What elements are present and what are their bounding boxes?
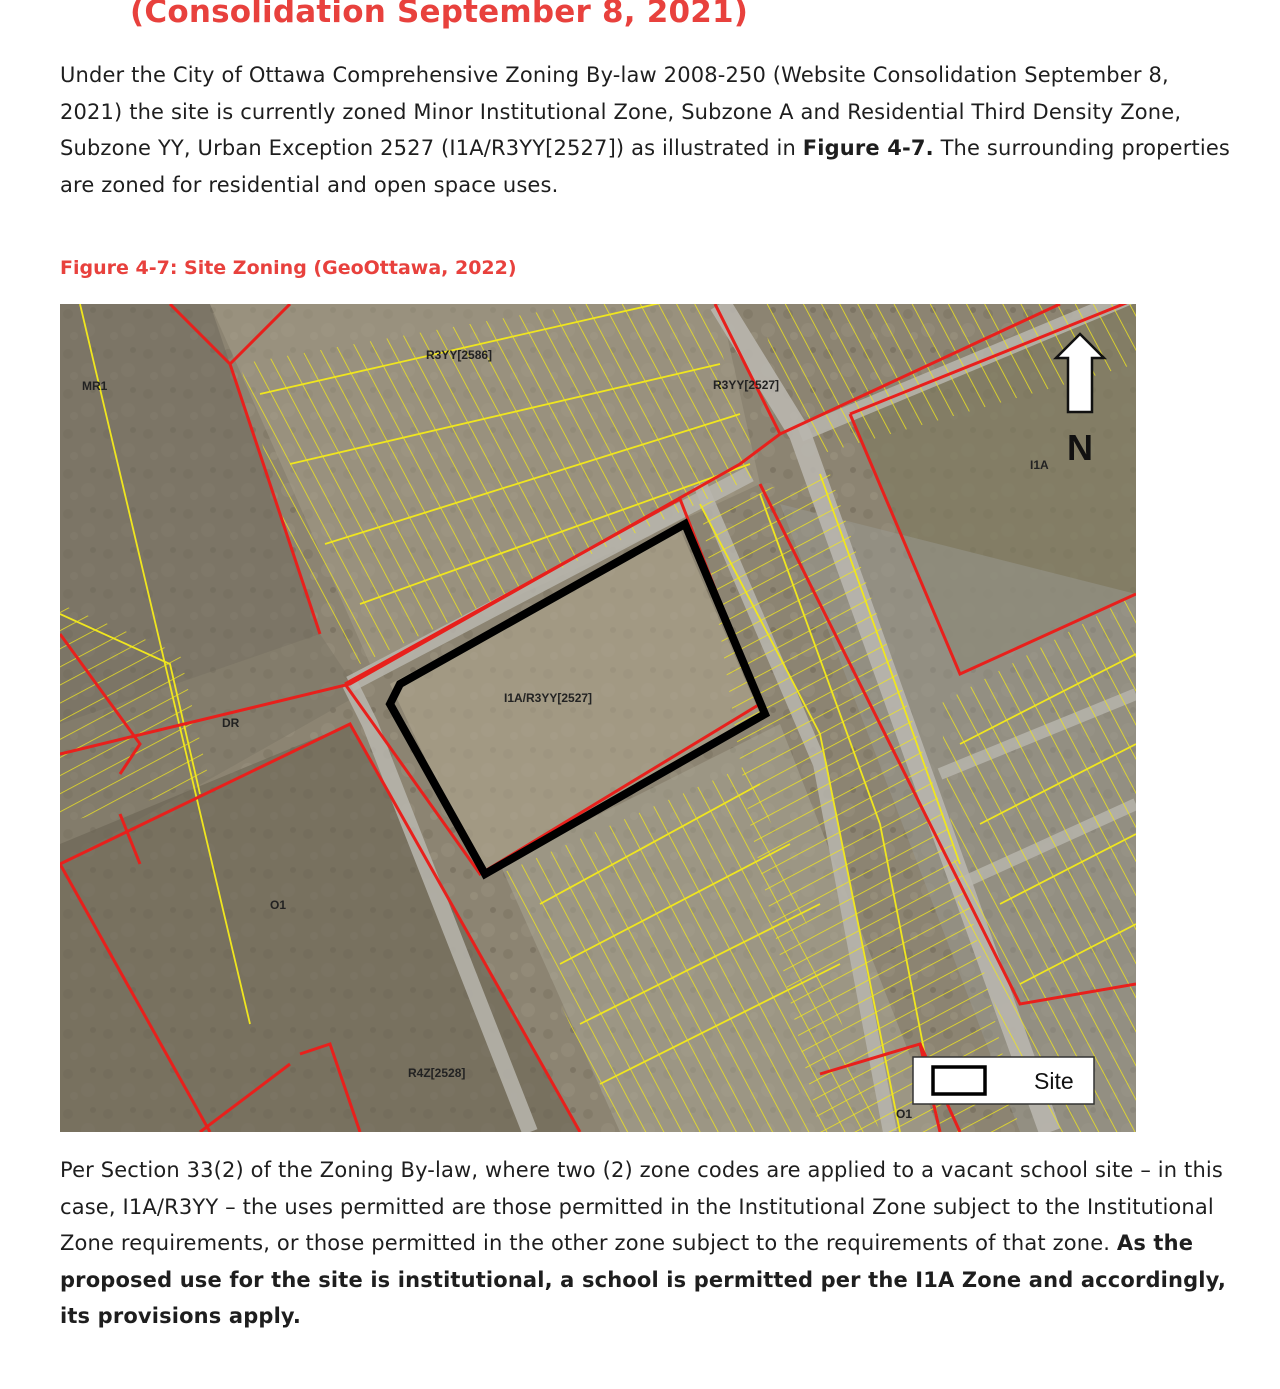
closing-paragraph [60, 1152, 1230, 1335]
zoning-map-image [60, 304, 1136, 1132]
legend-label: Site [1034, 1068, 1074, 1094]
section-heading: (Consolidation September 8, 2021) [130, 0, 749, 30]
zone-label-mr1: MR1 [82, 379, 108, 393]
north-label: N [1067, 427, 1093, 468]
zone-label-r3yy-2527-top: R3YY[2527] [713, 378, 780, 392]
zone-label-r4z: R4Z[2528] [408, 1066, 466, 1080]
figure-caption: Figure 4-7: Site Zoning (GeoOttawa, 2022) [60, 257, 517, 279]
map-legend [913, 1057, 1094, 1104]
closing-conclusion: As the proposed use for the site is institutional, a school is permitted per the I1A Zone and accordingly, its provisions apply. [60, 1231, 1226, 1328]
intro-paragraph [60, 57, 1230, 203]
zone-label-r3yy-2586: R3YY[2586] [426, 348, 493, 362]
intro-text-end: The surrounding properties are zoned for residential and open space uses. [60, 136, 1231, 197]
zone-label-i1a: I1A [1030, 458, 1049, 472]
zoning-map [60, 304, 1136, 1132]
zone-label-o1-bottom: O1 [896, 1107, 913, 1121]
zone-label-site: I1A/R3YY[2527] [504, 691, 593, 705]
intro-text: Under the City of Ottawa Comprehensive Zoning By-law 2008-250 (Website Consolidation September 8, 2021) the site is currently zoned Minor Institutional Zone, Subzone A and Residential Third Density Zone, Subzone YY, Urban Exception 2527 (I1A/R3YY[2527]) as illustrated in [60, 63, 1182, 160]
closing-text: Per Section 33(2) of the Zoning By-law, where two (2) zone codes are applied to a vacant school site – in this case, I1A/R3YY – the uses permitted are those permitted in the Institutional Zone subject to the Institutional Zone requirements, or those permitted in the other zone subject to the requirements of that zone. [60, 1158, 1223, 1255]
zone-label-dr: DR [222, 716, 240, 730]
zone-label-o1: O1 [270, 898, 287, 912]
figure-reference: Figure 4-7. [802, 136, 934, 160]
